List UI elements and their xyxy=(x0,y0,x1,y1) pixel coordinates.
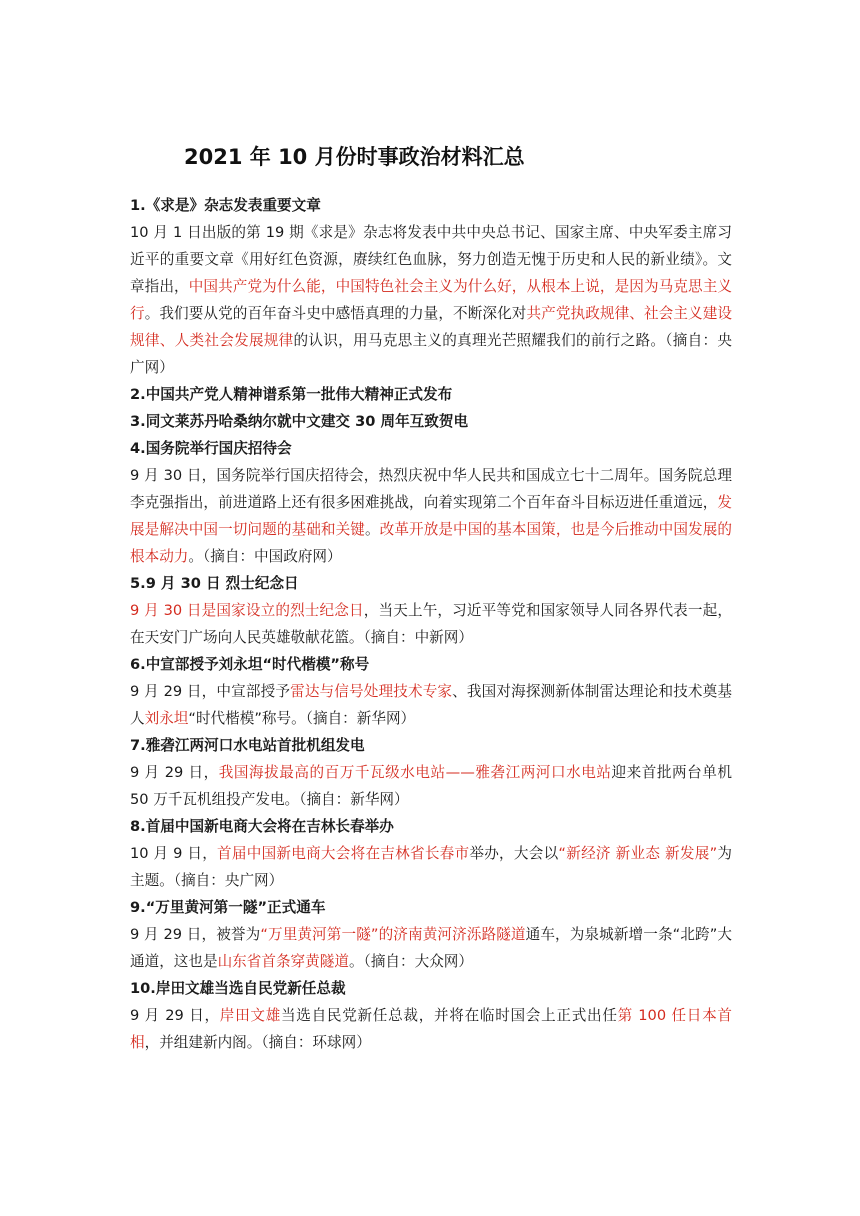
news-section xyxy=(130,894,732,975)
section-heading: 5.9 月 30 日 烈士纪念日 xyxy=(130,575,299,592)
section-heading: 1.《求是》杂志发表重要文章 xyxy=(130,197,321,214)
highlight-text: 9 月 30 日是国家设立的烈士纪念日 xyxy=(130,602,364,619)
body-text: 为主题。（摘自：央广网） xyxy=(130,845,732,889)
section-heading: 10.岸田文雄当选自民党新任总裁 xyxy=(130,980,346,997)
highlight-text: 首届中国新电商大会将在吉林省长春市 xyxy=(217,845,470,862)
highlight-text: “万里黄河第一隧”的济南黄河济泺路隧道 xyxy=(260,926,526,943)
section-heading: 2.中国共产党人精神谱系第一批伟大精神正式发布 xyxy=(130,386,453,403)
highlight-text: 雷达与信号处理技术专家 xyxy=(290,683,453,700)
body-text: 的认识，用马克思主义的真理光芒照耀我们的前行之路。（摘自：央广网） xyxy=(130,332,732,376)
body-text: 。 xyxy=(364,521,380,538)
body-text: 9 月 30 日，国务院举行国庆招待会，热烈庆祝中华人民共和国成立七十二周年。国务院总理李克强指出，前进道路上还有很多困难挑战，向着实现第二个百年奋斗目标迈进任重道远， xyxy=(130,467,732,511)
highlight-text: 改革开放是中国的基本国策，也是今后推动中国发展的根本动力 xyxy=(130,521,732,565)
section-heading: 7.雅砻江两河口水电站首批机组发电 xyxy=(130,737,365,754)
body-text: 9 月 29 日，中宣部授予 xyxy=(130,683,291,700)
section-paragraph xyxy=(130,462,732,570)
section-paragraph xyxy=(130,1002,732,1056)
highlight-text: 山东省首条穿黄隧道 xyxy=(217,953,349,970)
news-section xyxy=(130,732,732,813)
highlight-text: 共产党执政规律、社会主义建设规律、人类社会发展规律 xyxy=(130,305,732,349)
news-section xyxy=(130,381,732,408)
news-section xyxy=(130,435,732,570)
section-paragraph xyxy=(130,678,732,732)
highlight-text: “新经济 新业态 新发展” xyxy=(558,845,718,862)
section-heading: 4.国务院举行国庆招待会 xyxy=(130,440,292,457)
section-paragraph xyxy=(130,597,732,651)
highlight-text: 中国共产党为什么能，中国特色社会主义为什么好，从根本上说，是因为马克思主义行 xyxy=(130,278,732,322)
news-section xyxy=(130,408,732,435)
highlight-text: 刘永坦 xyxy=(144,710,189,727)
section-heading: 6.中宣部授予刘永坦“时代楷模”称号 xyxy=(130,656,370,673)
body-text: 。（摘自：中国政府网） xyxy=(188,548,342,565)
body-text: ，并组建新内阁。（摘自：环球网） xyxy=(144,1034,371,1051)
highlight-text: 第 100 任日本首相 xyxy=(130,1007,732,1051)
body-text: 当选自民党新任总裁，并将在临时国会上正式出任 xyxy=(281,1007,618,1024)
news-section xyxy=(130,813,732,894)
document-content xyxy=(130,192,732,1056)
body-text: 10 月 9 日， xyxy=(130,845,218,862)
section-paragraph xyxy=(130,219,732,381)
news-section xyxy=(130,975,732,1056)
highlight-text: 我国海拔最高的百万千瓦级水电站——雅砻江两河口水电站 xyxy=(218,764,612,781)
body-text: 。我们要从党的百年奋斗史中感悟真理的力量，不断深化对 xyxy=(144,305,527,322)
body-text: 通车，为泉城新增一条“北跨”大通道，这也是 xyxy=(130,926,732,970)
news-section xyxy=(130,192,732,381)
highlight-text: 岸田文雄 xyxy=(219,1007,281,1024)
body-text: 10 月 1 日出版的第 19 期《求是》杂志将发表中共中央总书记、国家主席、中央军委主席习近平的重要文章《用好红色资源，赓续红色血脉，努力创造无愧于历史和人民的新业绩》。文章指出， xyxy=(130,224,732,295)
section-paragraph xyxy=(130,759,732,813)
body-text: 举办，大会以 xyxy=(469,845,559,862)
section-paragraph xyxy=(130,840,732,894)
body-text: “时代楷模”称号。（摘自：新华网） xyxy=(188,710,416,727)
document-title: 2021 年 10 月份时事政治材料汇总 xyxy=(184,145,525,169)
highlight-text: 发展是解决中国一切问题的基础和关键 xyxy=(130,494,732,538)
body-text: 9 月 29 日， xyxy=(130,764,219,781)
body-text: 。（摘自：大众网） xyxy=(348,953,473,970)
body-text: 9 月 29 日， xyxy=(130,1007,220,1024)
section-paragraph xyxy=(130,921,732,975)
news-section xyxy=(130,570,732,651)
section-heading: 8.首届中国新电商大会将在吉林长春举办 xyxy=(130,818,394,835)
body-text: ，当天上午，习近平等党和国家领导人同各界代表一起，在天安门广场向人民英雄敬献花篮。（摘自：中新网） xyxy=(130,602,732,646)
section-heading: 3.同文莱苏丹哈桑纳尔就中文建交 30 周年互致贺电 xyxy=(130,413,469,430)
body-text: 、我国对海探测新体制雷达理论和技术奠基人 xyxy=(130,683,732,727)
body-text: 9 月 29 日，被誉为 xyxy=(130,926,261,943)
body-text: 迎来首批两台单机 50 万千瓦机组投产发电。（摘自：新华网） xyxy=(130,764,732,808)
section-heading: 9.“万里黄河第一隧”正式通车 xyxy=(130,899,326,916)
news-section xyxy=(130,651,732,732)
